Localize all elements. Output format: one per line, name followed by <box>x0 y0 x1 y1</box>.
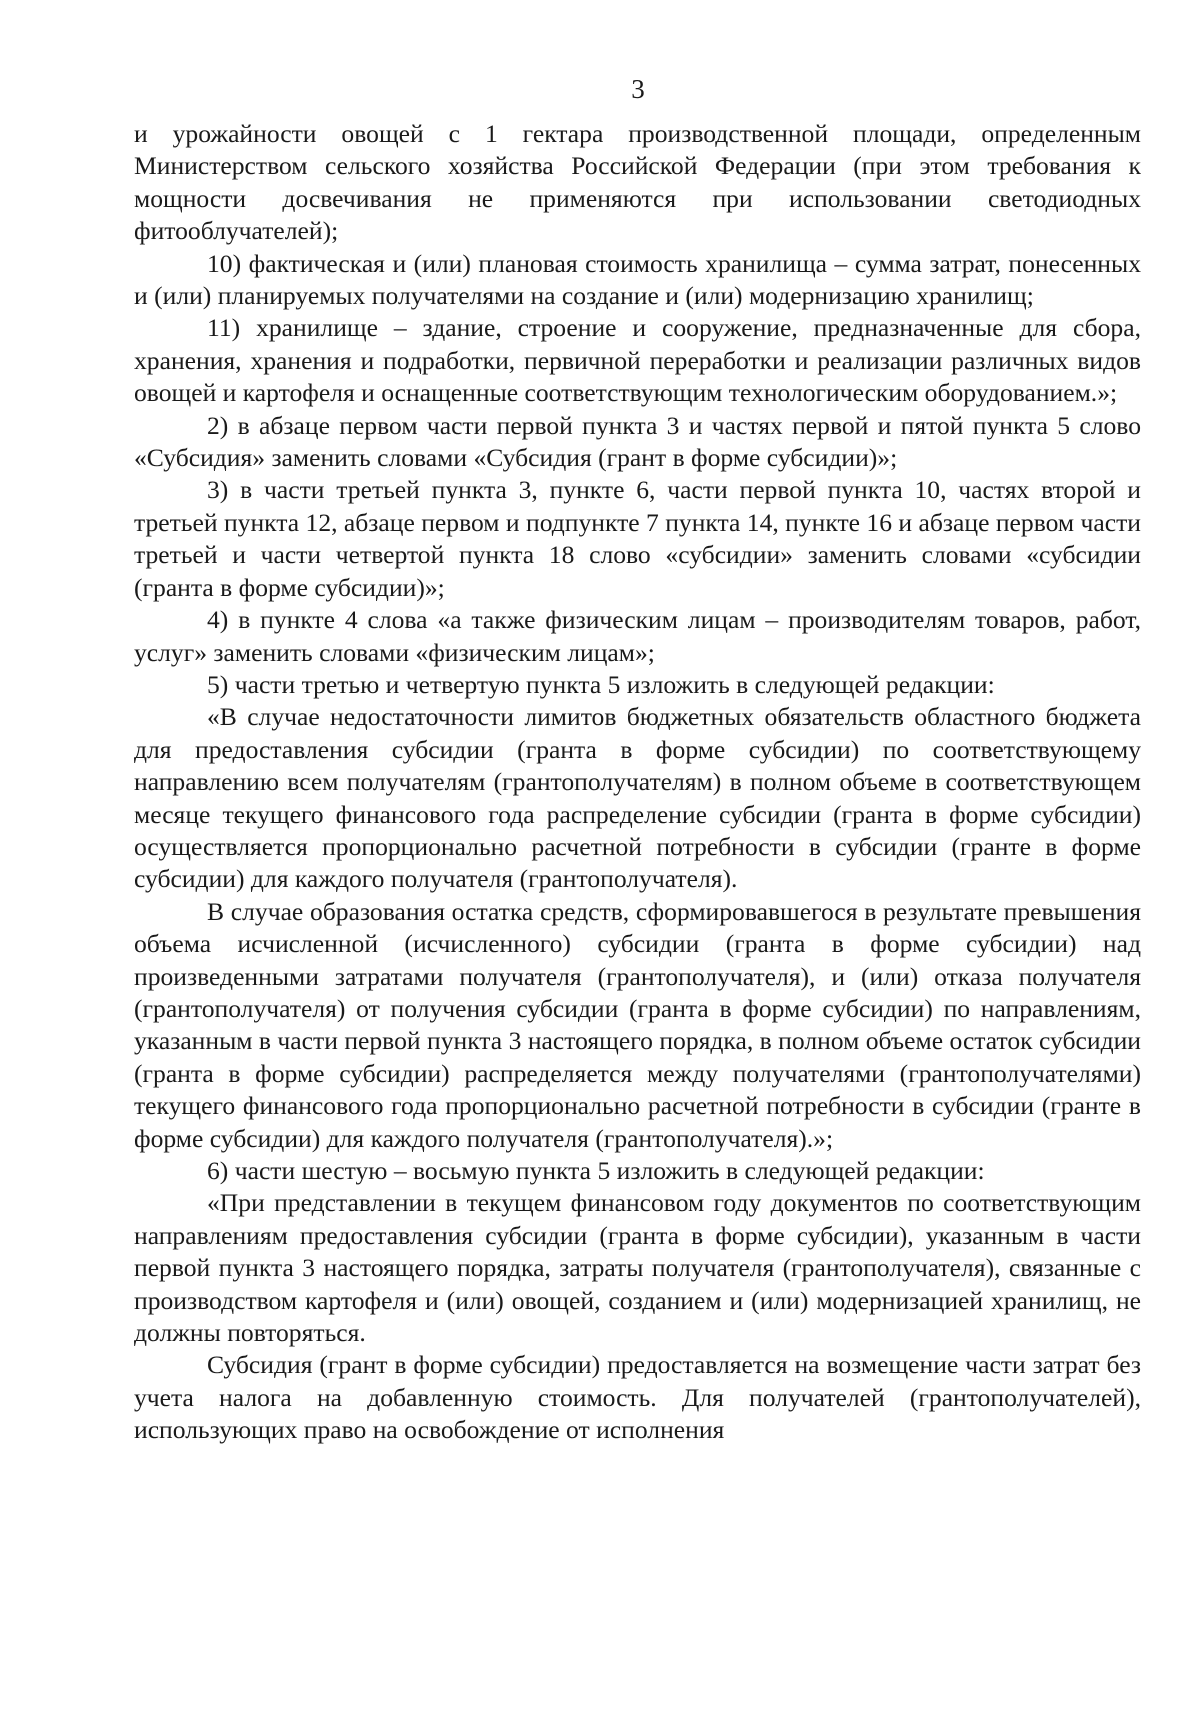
paragraph: 4) в пункте 4 слова «а также физическим лицам – производителям товаров, работ, услуг» заменить словами «физическим лицам»; <box>134 605 1141 667</box>
paragraph: 10) фактическая и (или) плановая стоимость хранилища – сумма затрат, понесенных и (или) планируемых получателями на создание и (или) модернизацию хранилищ; <box>134 248 1141 311</box>
paragraph: 5) части третью и четвертую пункта 5 изложить в следующей редакции: <box>207 669 995 699</box>
page-number: 3 <box>631 74 645 104</box>
paragraph: 11) хранилище – здание, строение и сооружение, предназначенные для сбора, хранения, хранения и подработки, первичной переработки и реализации различных видов овощей и картофеля и оснащенные соответствующим технологическим оборудованием.»; <box>134 313 1141 408</box>
paragraph: В случае образования остатка средств, сформировавшегося в результате превышения объема исчисленной (исчисленного) субсидии (гранта в форме субсидии) над произведенными затратами получателя (грантополучателя), и (или) отказа получателя (грантополучателя) от получения субсидии (гранта в форме субсидии) по направлениям, указанным в части первой пункта 3 настоящего порядка, в полном объеме остаток субсидии (гранта в форме субсидии) распределяется между получателями (грантополучателями) текущего финансового года пропорционально расчетной потребности в субсидии (гранте в форме субсидии) для каждого получателя (грантополучателя).»; <box>134 896 1141 1153</box>
paragraph: «При представлении в текущем финансовом году документов по соответствующим направлениям предоставления субсидии (гранта в форме субсидии), указанным в части первой пункта 3 настоящего порядка, затраты получателя (грантополучателя), связанные с производством картофеля и (или) овощей, созданием и (или) модернизацией хранилищ, не должны повторяться. <box>134 1188 1141 1348</box>
document-body <box>134 118 1141 1447</box>
paragraph: 6) части шестую – восьмую пункта 5 изложить в следующей редакции: <box>207 1156 985 1185</box>
paragraph: «В случае недостаточности лимитов бюджетных обязательств областного бюджета для предоставления субсидии (гранта в форме субсидии) по соответствующему направлению всем получателям (грантополучателям) в полном объеме в соответствующем месяце текущего финансового года распределение субсидии (гранта в форме субсидии) осуществляется пропорционально расчетной потребности в субсидии (гранте в форме субсидии) для каждого получателя (грантополучателя). <box>134 702 1141 894</box>
paragraph: 2) в абзаце первом части первой пункта 3 и частях первой и пятой пункта 5 слово «Субсидия» заменить словами «Субсидия (грант в форме субсидии)»; <box>134 410 1141 473</box>
paragraph: Субсидия (грант в форме субсидии) предоставляется на возмещение части затрат без учета налога на добавленную стоимость. Для получателей (грантополучателей), использующих право на освобождение от исполнения <box>134 1350 1141 1445</box>
paragraph: 3) в части третьей пункта 3, пункте 6, части первой пункта 10, частях второй и третьей пункта 12, абзаце первом и подпункте 7 пункта 14, пункте 16 и абзаце первом части третьей и части четвертой пункта 18 слово «субсидии» заменить словами «субсидии (гранта в форме субсидии)»; <box>134 475 1141 602</box>
paragraph: и урожайности овощей с 1 гектара производственной площади, определенным Министерством сельского хозяйства Российской Федерации (при этом требования к мощности досвечивания не применяются при использовании светодиодных фитооблучателей); <box>134 119 1141 246</box>
